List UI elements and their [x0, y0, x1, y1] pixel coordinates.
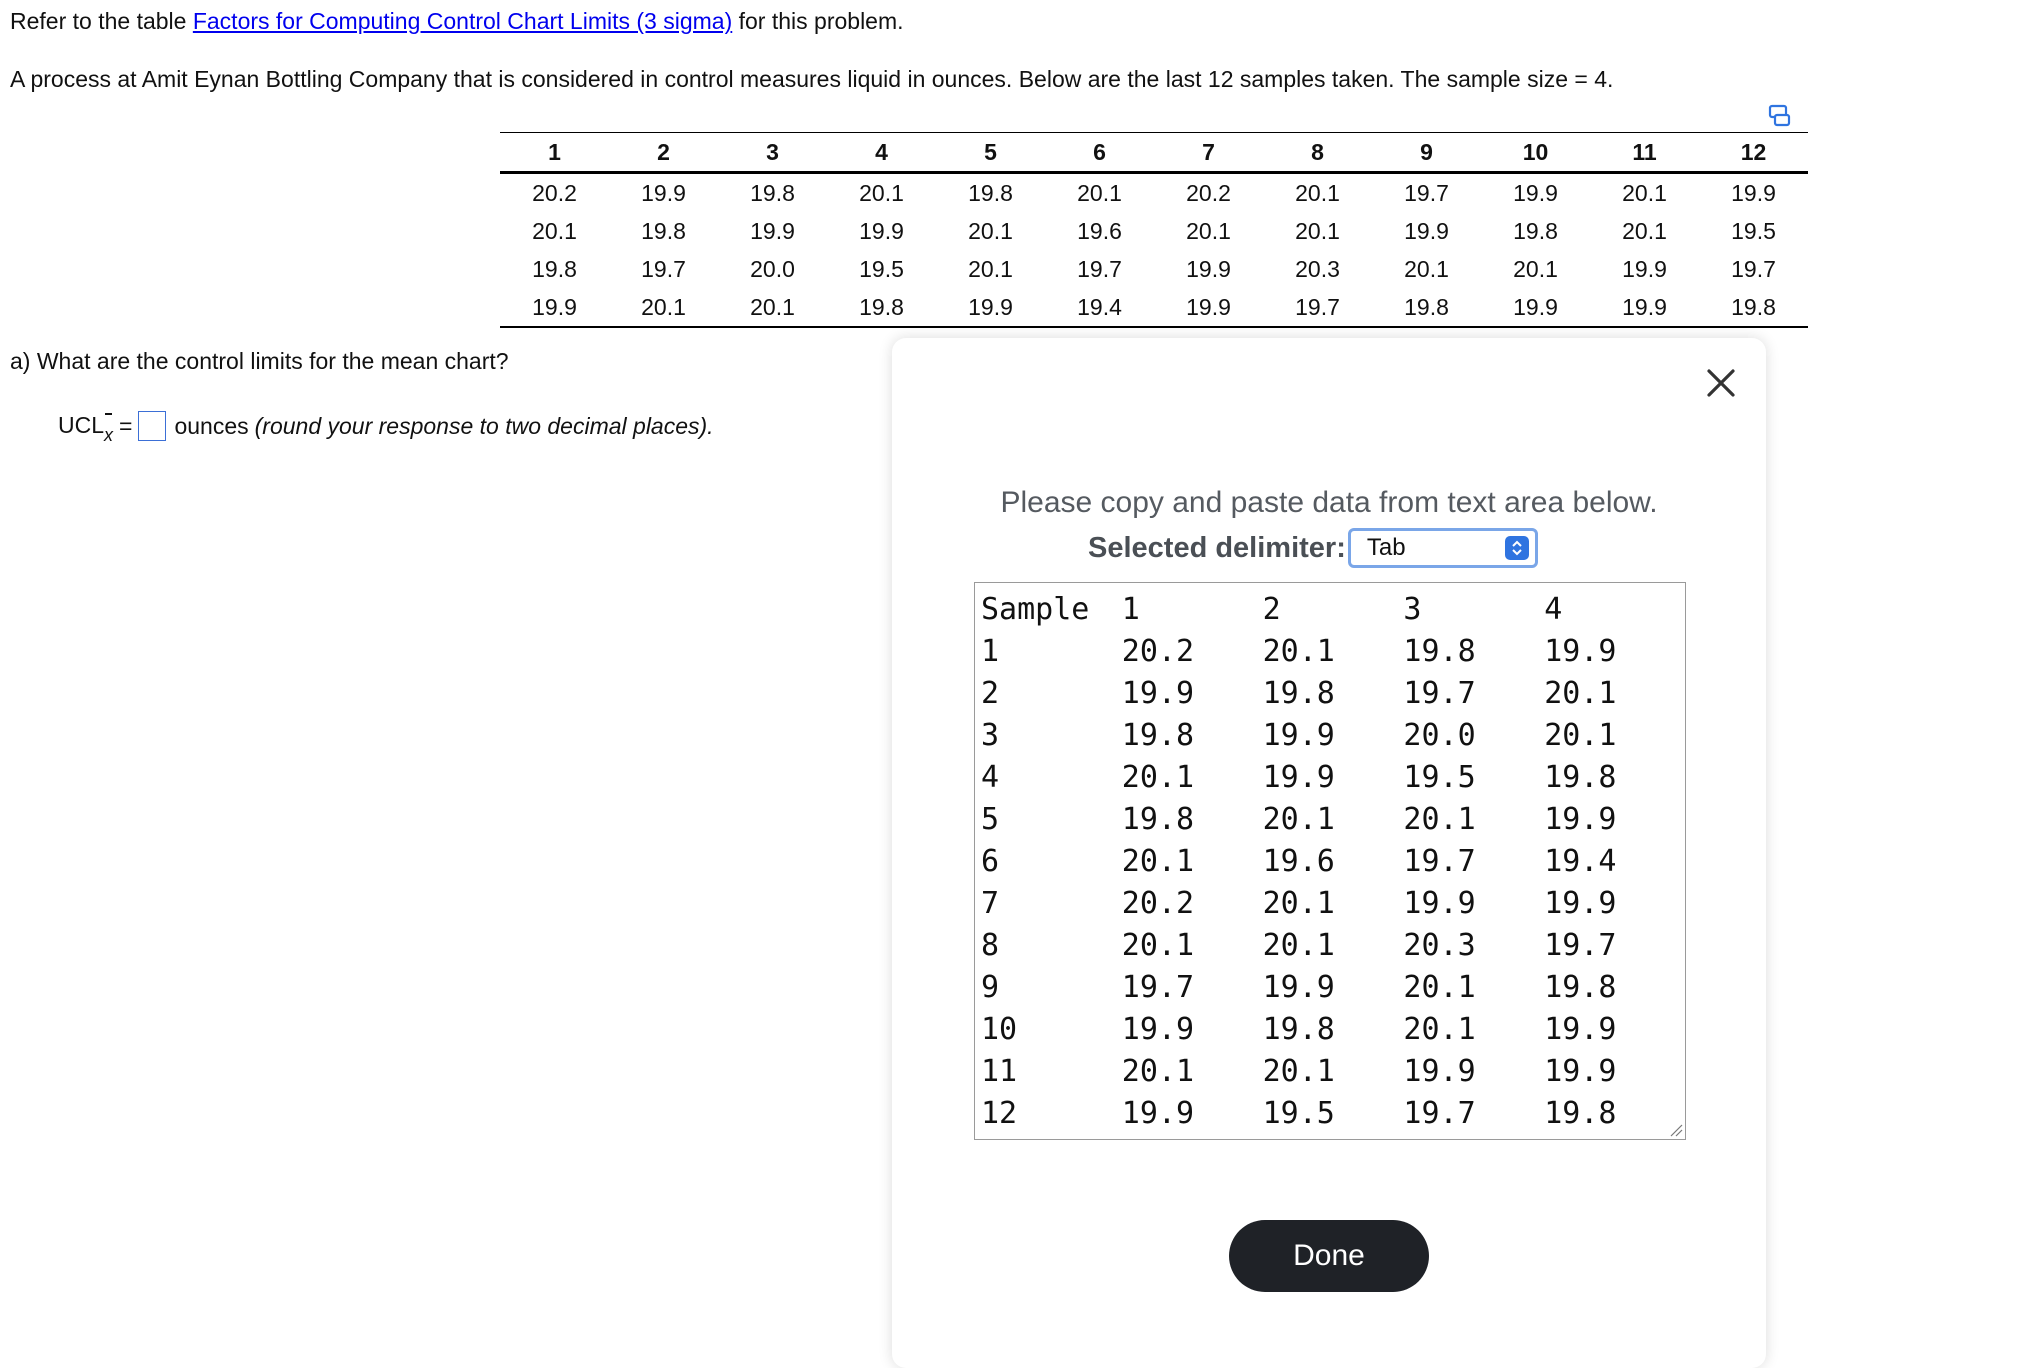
textarea-cell: 3: [981, 718, 1000, 753]
factors-table-link[interactable]: Factors for Computing Control Chart Limits (3 sigma): [192, 8, 733, 34]
textarea-cell: 8: [981, 928, 1000, 963]
table-cell: 19.5: [1731, 217, 1776, 244]
textarea-line: [981, 715, 1685, 757]
table-cell: 19.8: [827, 288, 936, 327]
textarea-cell: 19.7: [1544, 928, 1617, 963]
textarea-cell: 5: [981, 802, 1000, 837]
table-header-cell: 11: [1590, 133, 1699, 173]
textarea-cell: 19.8: [1121, 718, 1195, 753]
table-header-cell: 4: [827, 133, 936, 173]
textarea-cell: 19.7: [1403, 676, 1476, 711]
textarea-cell: 20.1: [1121, 760, 1195, 795]
textarea-cell: Sample: [981, 592, 1090, 627]
textarea-line: [981, 673, 1685, 715]
textarea-cell: 20.1: [1262, 634, 1335, 669]
samples-table: [500, 132, 1808, 328]
ucl-rounding-note: (round your response to two decimal places).: [254, 413, 714, 439]
textarea-cell: 11: [981, 1054, 1018, 1089]
textarea-cell: 2: [981, 676, 1000, 711]
table-cell: 19.9: [1186, 255, 1231, 282]
textarea-cell: 19.9: [1544, 1054, 1617, 1089]
textarea-cell: 19.9: [1121, 1012, 1195, 1047]
copy-icon[interactable]: [1766, 102, 1792, 128]
textarea-cell: 1: [981, 634, 1000, 669]
textarea-cell: 20.2: [1121, 634, 1195, 669]
textarea-cell: 19.9: [1403, 1054, 1476, 1089]
textarea-cell: 19.9: [1262, 760, 1335, 795]
textarea-cell: 20.1: [1262, 802, 1335, 837]
textarea-cell: 20.1: [1121, 928, 1195, 963]
textarea-line: [981, 1009, 1685, 1051]
textarea-line: [981, 631, 1685, 673]
textarea-cell: 20.1: [1403, 802, 1476, 837]
table-cell: 19.8: [1699, 288, 1808, 327]
data-modal: [892, 338, 1766, 1368]
table-cell: 19.8: [750, 179, 795, 206]
textarea-cell: 1: [1121, 592, 1140, 627]
textarea-cell: 12: [981, 1096, 1018, 1131]
table-header-cell: 7: [1154, 133, 1263, 173]
textarea-cell: 19.9: [1544, 802, 1617, 837]
ucl-equals: =: [119, 413, 133, 439]
delimiter-select[interactable]: [1348, 528, 1538, 568]
textarea-cell: 19.8: [1544, 760, 1617, 795]
textarea-cell: 19.9: [1262, 718, 1335, 753]
problem-text: A process at Amit Eynan Bottling Company that is considered in control measures liquid in ounces. Below are the last 12 samples taken. The sample size = 4.: [10, 66, 1614, 92]
table-cell: 19.9: [641, 179, 686, 206]
table-cell: 20.2: [1186, 179, 1231, 206]
table-header-cell: 12: [1699, 133, 1808, 173]
textarea-cell: 20.1: [1544, 718, 1617, 753]
textarea-line: [981, 1051, 1685, 1093]
table-cell: 20.1: [968, 255, 1013, 282]
textarea-cell: 19.6: [1262, 844, 1335, 879]
textarea-cell: 2: [1262, 592, 1281, 627]
data-textarea[interactable]: [974, 582, 1686, 1140]
textarea-cell: 3: [1403, 592, 1422, 627]
table-cell: 20.1: [1295, 179, 1340, 206]
textarea-cell: 19.8: [1121, 802, 1195, 837]
table-header-cell: 9: [1372, 133, 1481, 173]
textarea-cell: 19.7: [1403, 844, 1476, 879]
textarea-cell: 20.0: [1403, 718, 1476, 753]
textarea-cell: 19.9: [1262, 970, 1335, 1005]
table-header-cell: 3: [718, 133, 827, 173]
textarea-cell: 20.1: [1262, 928, 1335, 963]
textarea-cell: 9: [981, 970, 1000, 1005]
table-cell: 19.7: [1263, 288, 1372, 327]
table-header-row: [500, 133, 1808, 173]
table-cell: 20.3: [1295, 255, 1340, 282]
intro-line: [10, 6, 904, 36]
intro-prefix: Refer to the table: [10, 8, 193, 34]
question-a: a) What are the control limits for the mean chart?: [10, 348, 509, 374]
table-row: [500, 250, 1808, 288]
textarea-cell: 19.8: [1544, 970, 1617, 1005]
textarea-cell: 19.4: [1544, 844, 1617, 879]
table-cell: 20.1: [1077, 179, 1122, 206]
textarea-cell: 4: [981, 760, 1000, 795]
table-cell: 19.7: [1404, 179, 1449, 206]
textarea-line: [981, 925, 1685, 967]
textarea-cell: 4: [1544, 592, 1563, 627]
table-cell: 19.4: [1045, 288, 1154, 327]
table-cell: 19.6: [1077, 217, 1122, 244]
table-cell: 20.2: [532, 179, 577, 206]
table-cell: 19.8: [1513, 217, 1558, 244]
textarea-cell: 19.8: [1262, 676, 1335, 711]
table-header-cell: 10: [1481, 133, 1590, 173]
table-row: [500, 212, 1808, 250]
table-cell: 20.1: [609, 288, 718, 327]
table-cell: 19.8: [532, 255, 577, 282]
textarea-cell: 19.9: [1544, 1012, 1617, 1047]
ucl-label-text: UCL: [58, 412, 105, 438]
ucl-unit: ounces: [174, 413, 249, 439]
done-button[interactable]: Done: [1229, 1220, 1429, 1292]
delimiter-row: [1088, 528, 1538, 568]
textarea-cell: 20.1: [1262, 886, 1335, 921]
textarea-cell: 6: [981, 844, 1000, 879]
ucl-subscript: x: [104, 418, 113, 452]
textarea-cell: 20.1: [1403, 970, 1476, 1005]
textarea-cell: 19.9: [1121, 1096, 1195, 1131]
textarea-cell: 19.8: [1262, 1012, 1335, 1047]
table-cell: 20.1: [718, 288, 827, 327]
table-cell: 19.8: [1372, 288, 1481, 327]
table-header-cell: 1: [500, 133, 609, 173]
table-row: [500, 288, 1808, 327]
textarea-cell: 10: [981, 1012, 1018, 1047]
textarea-cell: 20.1: [1544, 676, 1617, 711]
table-cell: 20.0: [750, 255, 795, 282]
table-cell: 19.7: [1731, 255, 1776, 282]
textarea-line: [981, 589, 1685, 631]
textarea-cell: 19.9: [1121, 676, 1195, 711]
delimiter-label: Selected delimiter:: [1088, 531, 1346, 564]
textarea-cell: 19.7: [1121, 970, 1195, 1005]
table-cell: 19.5: [859, 255, 904, 282]
table-cell: 19.9: [1731, 179, 1776, 206]
table-cell: 19.7: [1077, 255, 1122, 282]
textarea-cell: 20.2: [1121, 886, 1195, 921]
ucl-label: [58, 408, 113, 444]
table-cell: 19.9: [1513, 179, 1558, 206]
table-cell: 19.9: [936, 288, 1045, 327]
textarea-line: [981, 1093, 1685, 1135]
textarea-cell: 7: [981, 886, 1000, 921]
table-header-cell: 8: [1263, 133, 1372, 173]
table-cell: 19.8: [968, 179, 1013, 206]
textarea-line: [981, 967, 1685, 1009]
table-cell: 19.9: [750, 217, 795, 244]
textarea-line: [981, 841, 1685, 883]
modal-prompt: Please copy and paste data from text area below.: [1000, 486, 1658, 519]
table-header-cell: 5: [936, 133, 1045, 173]
table-cell: 20.1: [1622, 217, 1667, 244]
textarea-cell: 19.5: [1403, 760, 1476, 795]
intro-suffix: for this problem.: [732, 8, 904, 34]
table-cell: 20.1: [1295, 217, 1340, 244]
table-cell: 19.8: [641, 217, 686, 244]
table-cell: 19.9: [1622, 255, 1667, 282]
textarea-cell: 20.1: [1121, 1054, 1195, 1089]
table-header-cell: 6: [1045, 133, 1154, 173]
table-cell: 19.9: [1481, 288, 1590, 327]
table-header-cell: 2: [609, 133, 718, 173]
textarea-cell: 19.8: [1544, 1096, 1617, 1131]
table-cell: 19.7: [641, 255, 686, 282]
textarea-line: [981, 799, 1685, 841]
resize-grip-icon[interactable]: [1669, 1123, 1683, 1137]
table-cell: 19.9: [1590, 288, 1699, 327]
textarea-cell: 20.1: [1403, 1012, 1476, 1047]
table-row: [500, 173, 1808, 213]
table-cell: 19.9: [1404, 217, 1449, 244]
table-cell: 20.1: [532, 217, 577, 244]
textarea-cell: 19.9: [1544, 634, 1617, 669]
textarea-cell: 20.1: [1262, 1054, 1335, 1089]
table-cell: 20.1: [1513, 255, 1558, 282]
table-cell: 19.9: [859, 217, 904, 244]
table-cell: 20.1: [1622, 179, 1667, 206]
table-cell: 19.9: [500, 288, 609, 327]
delimiter-selected-value: Tab: [1366, 534, 1406, 561]
table-cell: 20.1: [1404, 255, 1449, 282]
textarea-cell: 19.9: [1544, 886, 1617, 921]
close-icon[interactable]: [1704, 366, 1738, 400]
textarea-cell: 19.9: [1403, 886, 1476, 921]
textarea-cell: 19.5: [1262, 1096, 1335, 1131]
up-down-arrows-icon: [1505, 536, 1529, 560]
table-cell: 20.1: [968, 217, 1013, 244]
table-cell: 19.9: [1154, 288, 1263, 327]
textarea-line: [981, 883, 1685, 925]
table-cell: 20.1: [859, 179, 904, 206]
textarea-cell: 19.7: [1403, 1096, 1476, 1131]
ucl-answer-input[interactable]: [138, 411, 166, 441]
textarea-cell: 19.8: [1403, 634, 1476, 669]
textarea-cell: 20.1: [1121, 844, 1195, 879]
textarea-line: [981, 757, 1685, 799]
textarea-cell: 20.3: [1403, 928, 1476, 963]
ucl-row: [58, 408, 714, 444]
table-cell: 20.1: [1186, 217, 1231, 244]
